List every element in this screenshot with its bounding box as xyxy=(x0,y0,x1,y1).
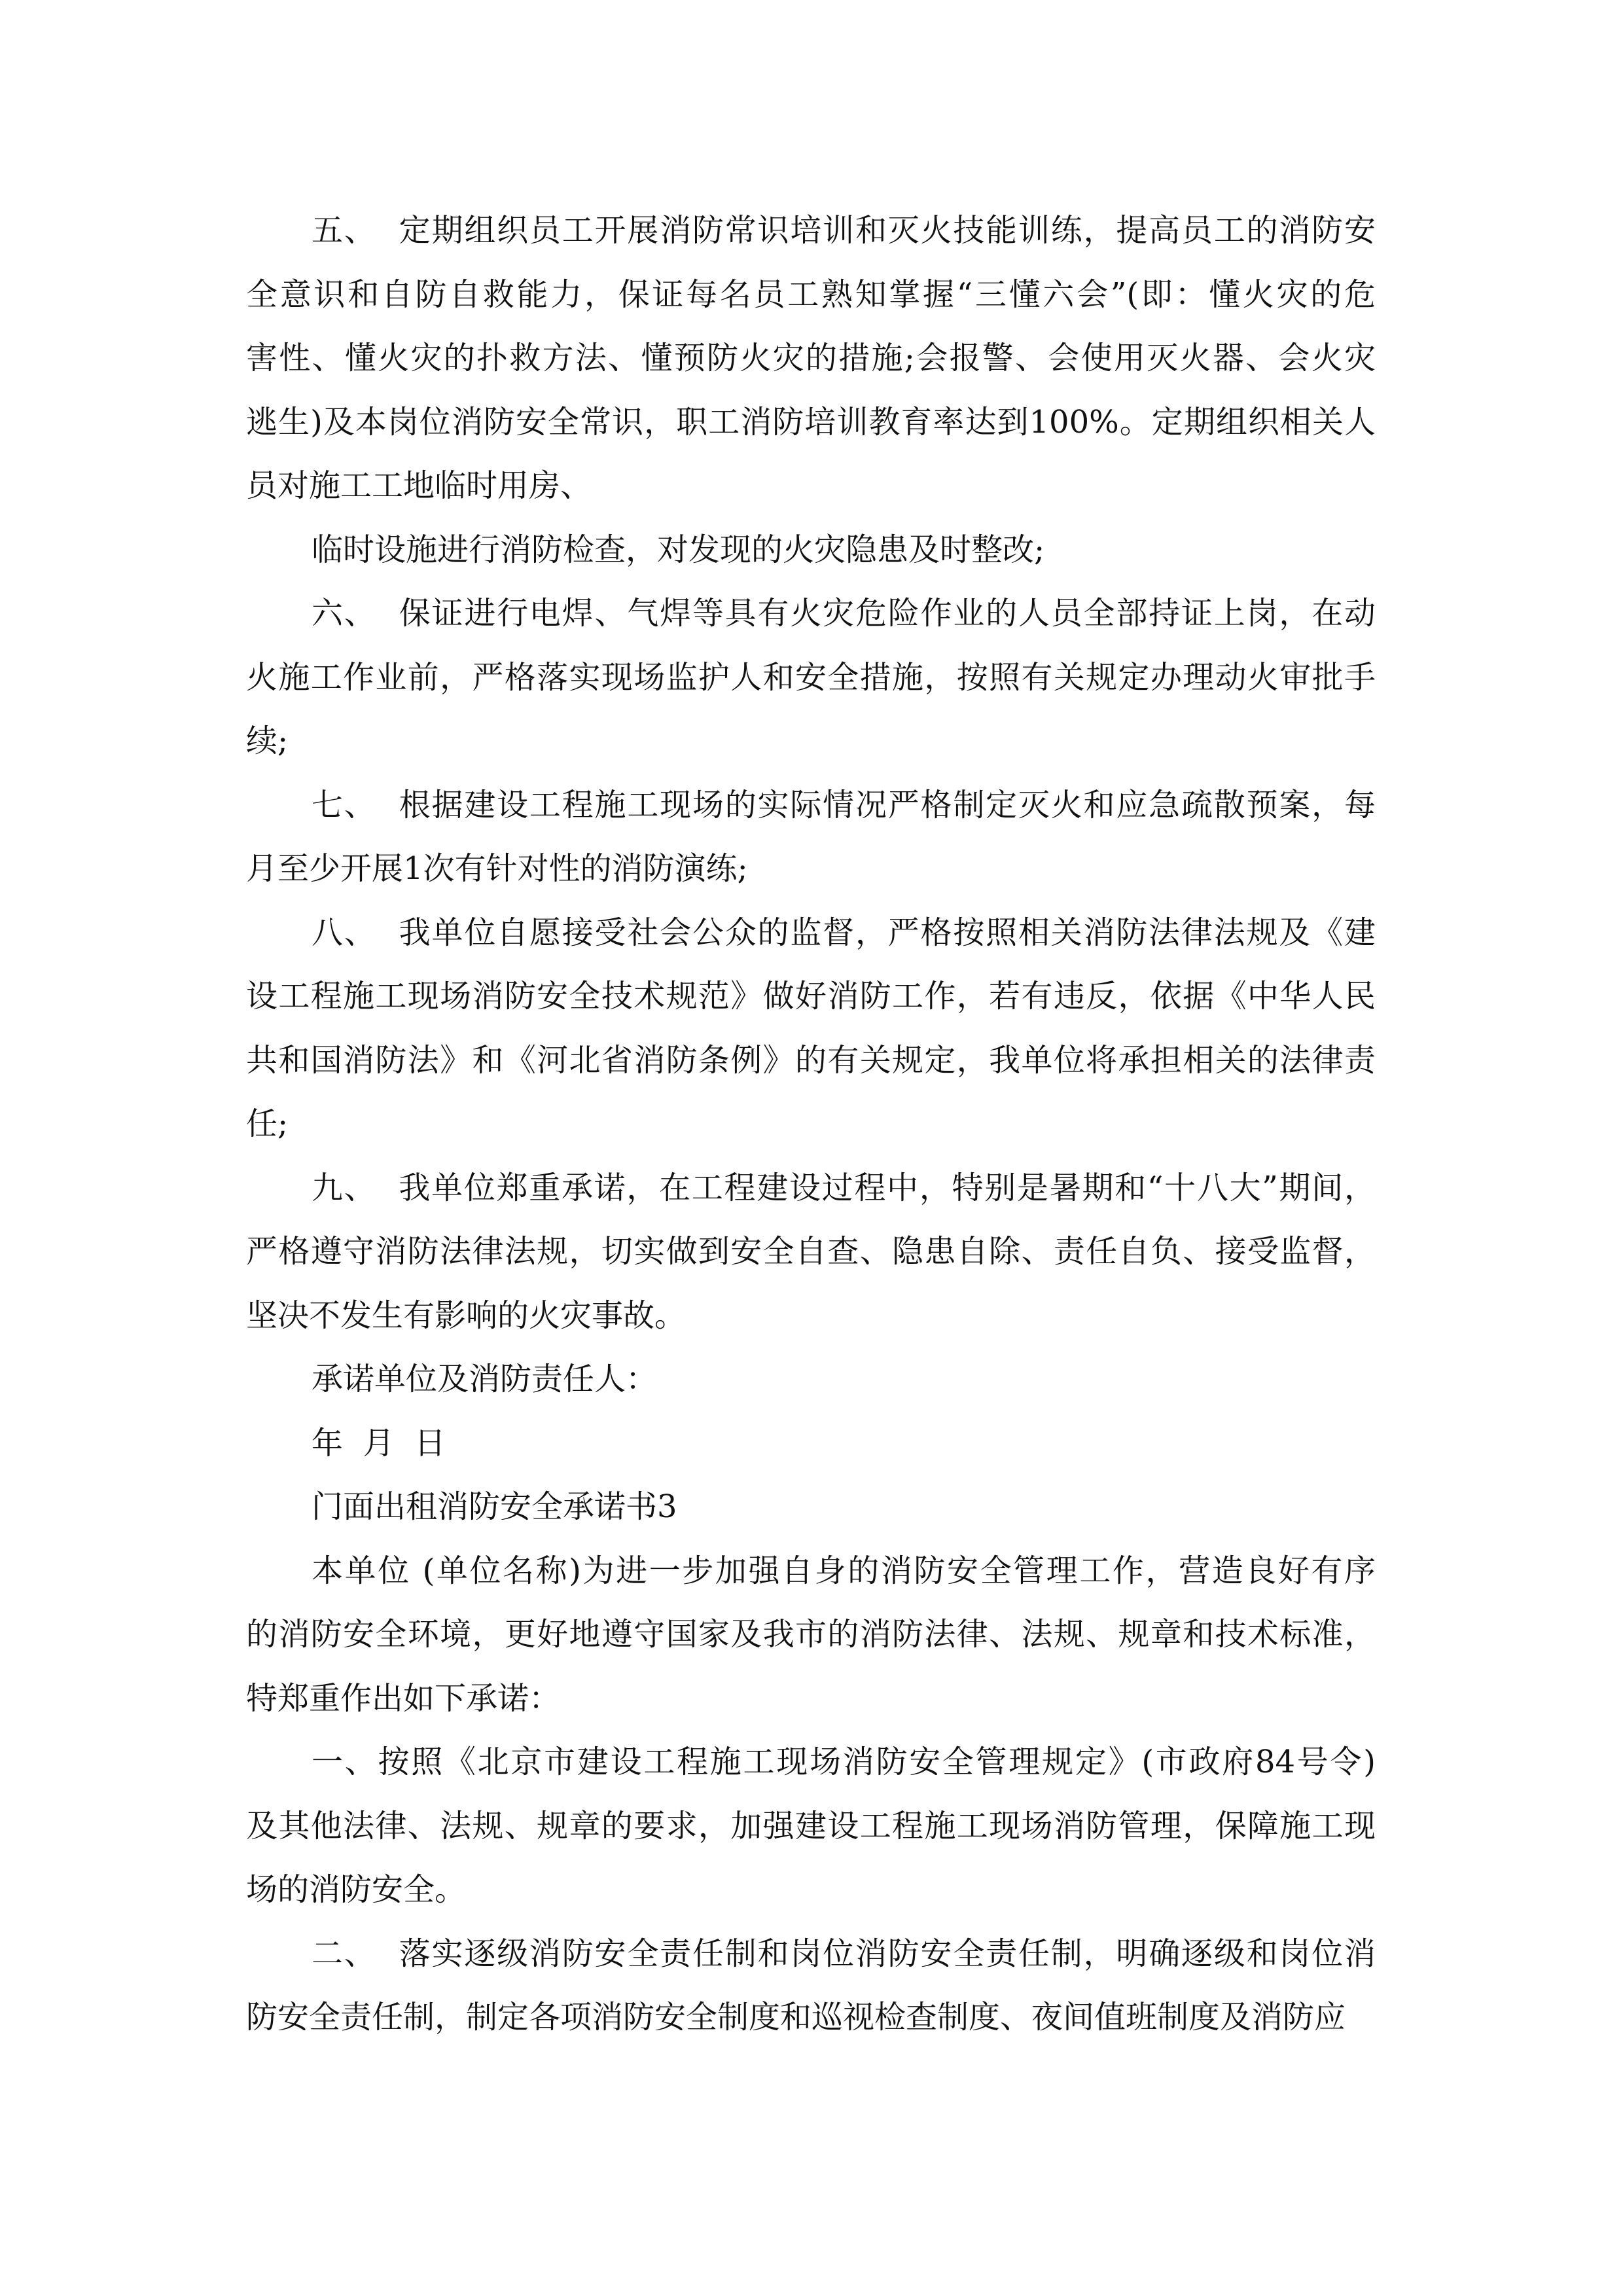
text-line: 月至少开展1次有针对性的消防演练; xyxy=(246,850,748,887)
text-line: 逃生)及本岗位消防安全常识，职工消防培训教育率达到100%。定期组织相关人 xyxy=(246,403,1376,440)
text-line: 五、 定期组织员工开展消防常识培训和灭火技能训练，提高员工的消防安 xyxy=(312,212,1376,249)
paragraph-item-7 xyxy=(246,785,1376,913)
text-line: 一、按照《北京市建设工程施工现场消防安全管理规定》(市政府84号令) xyxy=(312,1744,1376,1780)
text-line: 续; xyxy=(246,723,289,759)
paragraph-item-2 xyxy=(246,1934,1376,2062)
text-line: 承诺单位及消防责任人： xyxy=(312,1361,658,1397)
text-line: 员对施工工地临时用房、 xyxy=(246,467,592,504)
text-line: 及其他法律、法规、规章的要求，加强建设工程施工现场消防管理，保障施工现 xyxy=(246,1807,1376,1844)
paragraph-item-6 xyxy=(246,594,1376,785)
text-line: 本单位 (单位名称)为进一步加强自身的消防安全管理工作，营造良好有序 xyxy=(312,1552,1376,1589)
text-line: 严格遵守消防法律法规，切实做到安全自查、隐患自除、责任自负、接受监督， xyxy=(246,1233,1376,1270)
text-line: 八、 我单位自愿接受社会公众的监督，严格按照相关消防法律法规及《建 xyxy=(312,914,1376,951)
paragraph-item-8 xyxy=(246,913,1376,1168)
paragraph-item-5-continued xyxy=(246,530,1376,594)
paragraph-intro xyxy=(246,1551,1376,1743)
text-line: 二、 落实逐级消防安全责任制和岗位消防安全责任制，明确逐级和岗位消 xyxy=(312,1935,1376,1972)
document-body xyxy=(246,211,1376,2062)
text-line: 火施工作业前，严格落实现场监护人和安全措施，按照有关规定办理动火审批手 xyxy=(246,658,1376,696)
text-line: 坚决不发生有影响的火灾事故。 xyxy=(246,1297,687,1334)
paragraph-section-title xyxy=(246,1487,1376,1551)
text-line: 的消防安全环境，更好地遵守国家及我市的消防法律、法规、规章和技术标准， xyxy=(246,1616,1376,1653)
text-line: 场的消防安全。 xyxy=(246,1871,467,1908)
text-line: 六、 保证进行电焊、气焊等具有火灾危险作业的人员全部持证上岗，在动 xyxy=(312,595,1376,632)
text-line: 任; xyxy=(246,1105,289,1142)
paragraph-signatory xyxy=(246,1359,1376,1424)
text-line: 年 月 日 xyxy=(312,1424,446,1462)
text-line: 防安全责任制，制定各项消防安全制度和巡视检查制度、夜间值班制度及消防应 xyxy=(246,1999,1346,2036)
text-line: 全意识和自防自救能力，保证每名员工熟知掌握“三懂六会”(即：懂火灾的危 xyxy=(246,276,1376,313)
text-line: 九、 我单位郑重承诺，在工程建设过程中，特别是暑期和“十八大”期间， xyxy=(312,1169,1376,1206)
text-line: 门面出租消防安全承诺书3 xyxy=(312,1488,677,1525)
paragraph-item-5 xyxy=(246,211,1376,530)
text-line: 设工程施工现场消防安全技术规范》做好消防工作，若有违反，依据《中华人民 xyxy=(246,978,1376,1014)
paragraph-item-9 xyxy=(246,1168,1376,1360)
text-line: 特郑重作出如下承诺： xyxy=(246,1679,561,1717)
text-line: 临时设施进行消防检查，对发现的火灾隐患及时整改; xyxy=(312,531,1045,568)
text-line: 共和国消防法》和《河北省消防条例》的有关规定，我单位将承担相关的法律责 xyxy=(246,1041,1376,1079)
paragraph-item-1 xyxy=(246,1742,1376,1934)
text-line: 七、 根据建设工程施工现场的实际情况严格制定灭火和应急疏散预案，每 xyxy=(312,786,1376,823)
paragraph-date xyxy=(246,1424,1376,1488)
text-line: 害性、懂火灾的扑救方法、懂预防火灾的措施;会报警、会使用灭火器、会火灾 xyxy=(246,340,1376,376)
